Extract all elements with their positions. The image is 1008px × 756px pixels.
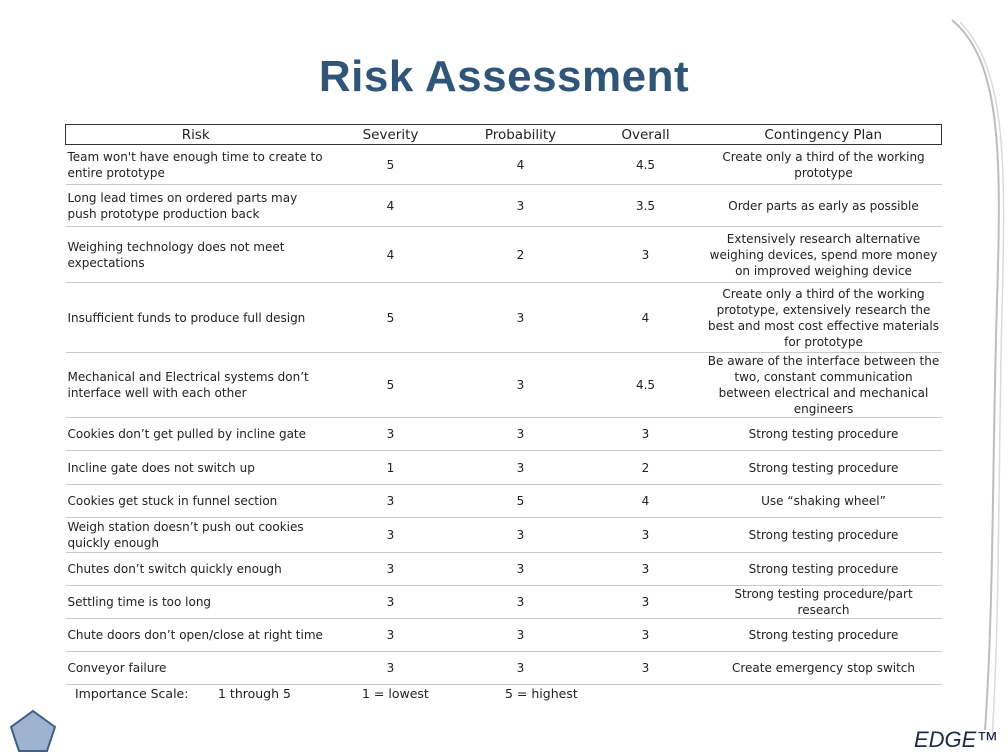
header-probability: Probability [456,125,586,145]
table-row [66,227,942,283]
risk-cell: Chutes don’t switch quickly enough [66,553,326,586]
plan-cell: Be aware of the interface between the two, constant communication between electrical and mechanical engineers [706,353,942,418]
probability-cell: 3 [456,418,586,451]
overall-cell: 3 [586,586,706,619]
edge-brand-logo: EDGE™ [914,727,999,752]
probability-cell: 3 [456,553,586,586]
overall-cell: 3 [586,619,706,652]
table-row [66,145,942,185]
table-row [66,283,942,353]
severity-cell: 3 [326,553,456,586]
overall-cell: 4.5 [586,145,706,185]
plan-cell: Create only a third of the working prototype, extensively research the best and most cost effective materials for prototype [706,283,942,353]
risk-cell: Long lead times on ordered parts may push prototype production back [66,185,326,227]
overall-cell: 4 [586,283,706,353]
table-header-row [66,125,942,145]
plan-cell: Create emergency stop switch [706,652,942,685]
overall-cell: 3 [586,652,706,685]
severity-cell: 4 [326,227,456,283]
severity-cell: 3 [326,619,456,652]
severity-cell: 3 [326,418,456,451]
probability-cell: 3 [456,283,586,353]
severity-cell: 3 [326,652,456,685]
table-row [66,451,942,485]
overall-cell: 3 [586,553,706,586]
probability-cell: 2 [456,227,586,283]
probability-cell: 3 [456,652,586,685]
plan-cell: Strong testing procedure [706,619,942,652]
probability-cell: 3 [456,185,586,227]
importance-scale-low: 1 = lowest [362,686,429,701]
risk-cell: Cookies get stuck in funnel section [66,485,326,518]
table-row [66,586,942,619]
overall-cell: 4 [586,485,706,518]
severity-cell: 4 [326,185,456,227]
table-row [66,652,942,685]
risk-cell: Chute doors don’t open/close at right time [66,619,326,652]
importance-scale-high: 5 = highest [505,686,578,701]
risk-cell: Insufficient funds to produce full design [66,283,326,353]
plan-cell: Strong testing procedure [706,553,942,586]
overall-cell: 2 [586,451,706,485]
plan-cell: Order parts as early as possible [706,185,942,227]
risk-table [65,124,942,685]
importance-scale-label: Importance Scale: [75,686,189,701]
plan-cell: Strong testing procedure [706,451,942,485]
severity-cell: 3 [326,485,456,518]
table-row [66,353,942,418]
plan-cell: Strong testing procedure/part research [706,586,942,619]
probability-cell: 3 [456,518,586,553]
probability-cell: 3 [456,619,586,652]
overall-cell: 3.5 [586,185,706,227]
probability-cell: 3 [456,586,586,619]
severity-cell: 1 [326,451,456,485]
importance-scale-range: 1 through 5 [218,686,291,701]
probability-cell: 5 [456,485,586,518]
plan-cell: Create only a third of the working prototype [706,145,942,185]
severity-cell: 3 [326,586,456,619]
risk-cell: Weighing technology does not meet expectations [66,227,326,283]
table-row [66,418,942,451]
overall-cell: 3 [586,518,706,553]
risk-cell: Settling time is too long [66,586,326,619]
probability-cell: 3 [456,353,586,418]
probability-cell: 3 [456,451,586,485]
plan-cell: Strong testing procedure [706,518,942,553]
severity-cell: 5 [326,353,456,418]
header-overall: Overall [586,125,706,145]
table-row [66,485,942,518]
overall-cell: 3 [586,227,706,283]
risk-cell: Weigh station doesn’t push out cookies quickly enough [66,518,326,553]
probability-cell: 4 [456,145,586,185]
plan-cell: Use “shaking wheel” [706,485,942,518]
severity-cell: 3 [326,518,456,553]
table-row [66,619,942,652]
overall-cell: 3 [586,418,706,451]
table-row [66,553,942,586]
risk-cell: Team won't have enough time to create to entire prototype [66,145,326,185]
risk-cell: Cookies don’t get pulled by incline gate [66,418,326,451]
severity-cell: 5 [326,283,456,353]
risk-cell: Mechanical and Electrical systems don’t interface well with each other [66,353,326,418]
plan-cell: Extensively research alternative weighing devices, spend more money on improved weighing device [706,227,942,283]
risk-cell: Incline gate does not switch up [66,451,326,485]
header-risk: Risk [66,125,326,145]
plan-cell: Strong testing procedure [706,418,942,451]
page-title: Risk Assessment [318,52,690,101]
header-contingency-plan: Contingency Plan [706,125,942,145]
table-row [66,518,942,553]
header-severity: Severity [326,125,456,145]
severity-cell: 5 [326,145,456,185]
risk-cell: Conveyor failure [66,652,326,685]
overall-cell: 4.5 [586,353,706,418]
table-row [66,185,942,227]
